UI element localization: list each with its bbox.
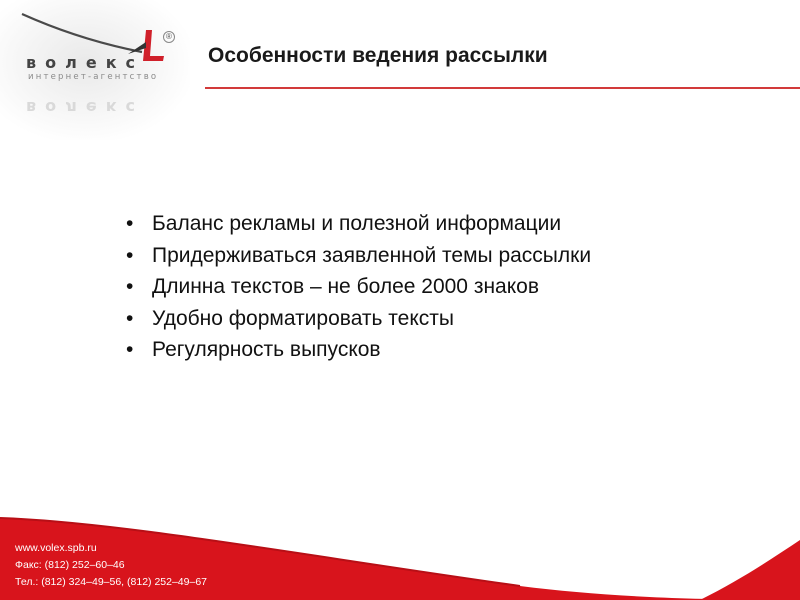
bullet-item [126,240,591,272]
footer-website: www.volex.spb.ru [15,542,97,554]
logo-subtitle: интернет-агентство [28,72,159,82]
bullet-icon: • [126,338,134,361]
bullet-item [126,334,591,366]
footer-contacts [15,540,207,591]
svg-text:волекс: волекс [26,98,145,117]
bullet-text: Баланс рекламы и полезной информации [152,212,562,235]
title-divider [205,87,800,89]
footer-phone: Тел.: (812) 324–49–56, (812) 252–49–67 [15,576,207,588]
bullet-text: Придерживаться заявленной темы рассылки [152,243,592,267]
bullet-icon: • [126,275,134,298]
bullet-text: Длинна текстов – не более 2000 знаков [152,275,539,298]
bullet-list [126,208,591,366]
logo [0,0,190,140]
bullet-text: Регулярность выпусков [152,338,381,361]
slide-title: Особенности ведения рассылки [208,44,548,67]
registered-mark-icon: ® [163,31,175,43]
footer-fax: Факс: (812) 252–60–46 [15,559,125,571]
bullet-item [126,303,591,335]
bullet-text: Удобно форматировать тексты [152,306,454,330]
bullet-item [126,271,591,303]
bullet-icon: • [126,243,134,267]
bullet-item [126,208,591,240]
volex-logo-graphic [0,0,190,140]
svg-text:волекс: волекс [26,53,145,72]
bullet-icon: • [126,212,134,235]
bullet-icon: • [126,306,134,330]
